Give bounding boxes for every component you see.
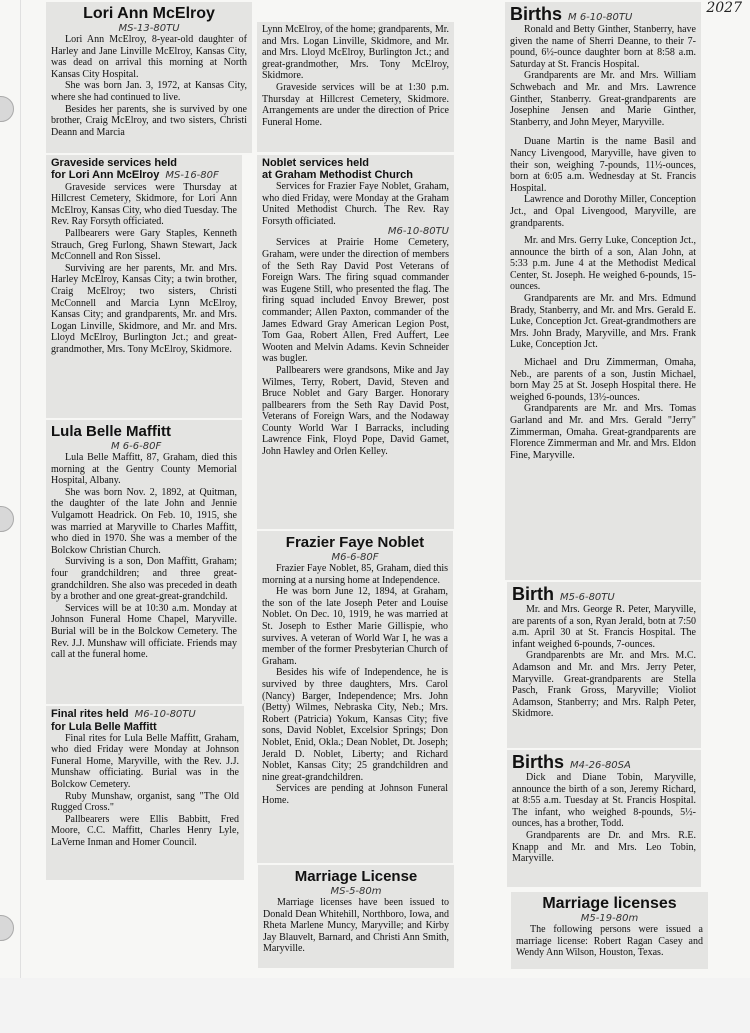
paragraph: Grandparents are Mr. and Mrs. William Schwebach and Mr. and Mrs. Lawrence Ginther, Stanberry. Great-grandparents are Josephine Jensen and Marie Ginther, Stanberry, and John Meyer, Maryville. [510,70,696,128]
paragraph: Pallbearers were grandsons, Mike and Jay Wilmes, Terry, Robert, David, Steven and Bruce Noblet and Gary Barger. Honorary pallbearers from the Seth Ray David Post, Veterans of Foreign Wars, and the Nodaway County World War I Barracks, including Lawrence Fink, Floyd Pope, David Gamet, John Hawley and Orlen Kelley. [262,364,449,458]
paragraph: Michael and Dru Zimmerman, Omaha, Neb., are parents of a son, Justin Michael, born May 25 at St. Joseph Hospital there. He weighed 6-pounds, 13½-ounces. [510,357,696,403]
clipping-maffitt-obituary [46,420,242,704]
clipping-birth [507,582,701,748]
handwritten-date: M6-10-80TU [387,226,449,238]
paragraph: Services are pending at Johnson Funeral Home. [262,783,448,806]
handwritten-date: M5-6-80TU [560,592,615,603]
paragraph: Graveside services were Thursday at Hillcrest Cemetery, Skidmore, for Lori Ann McElroy, Kansas City, who died Tuesday. The Rev. Ray Forsyth officiated. [51,181,237,228]
paragraph: He was born June 12, 1894, at Graham, the son of the late Joseph Peter and Louise Noblet. On Dec. 10, 1919, he was married at St. Joseph to Esther Marie Gillispie, who survives. A veteran of World War I, he was a member of the former Presbyterian Church of Graham. [262,586,448,667]
paragraph: Ruby Munshaw, organist, sang "The Old Rugged Cross." [51,790,239,814]
clipping-title: Birth [512,584,554,604]
clipping-title: for Lula Belle Maffitt [51,720,157,733]
clipping-title: Graveside services held [51,157,177,169]
paragraph: Surviving is a son, Don Maffitt, Graham; four grandchildren; and three great-grandchildren. She also was preceded in death by a brother and one great-great-grandchild. [51,556,237,603]
handwritten-date: MS-5-80m [330,886,382,897]
handwritten-date: M4-26-80SA [570,760,631,771]
paragraph: Marriage licenses have been issued to Donald Dean Whitehill, Northboro, Iowa, and Rheta Marlene Muncy, Maryville; and Kirby Jay Blauvelt, Barnard, and Christi Ann Smith, Maryville. [263,897,449,955]
binder-hole [0,96,14,122]
paragraph: Frazier Faye Noblet, 85, Graham, died this morning at a nursing home at Independence. [262,563,448,586]
clipping-title: Marriage licenses [542,895,677,912]
paragraph: Lynn McElroy, of the home; grandparents, Mr. and Mrs. Logan Linville, Skidmore, and Mr. and Mrs. Lloyd McElroy, Burlington Jct.; and great-grandmother, Mrs. Tony McElroy, Skidmore. [262,24,449,82]
paragraph: The following persons were issued a marriage license: Robert Ragan Casey and Wendy Ann Wilson, Houston, Texas. [516,924,703,959]
paragraph: Grandparents are Mr. and Mrs. Edmund Brady, Stanberry, and Mr. and Mrs. Gerald E. Luke, Conception Jct. Great-grandmothers are Mrs. John Brady, Maryville, and Mrs. Frank Luke, Conception Jct. [510,293,696,351]
clipping-noblet-services [257,155,454,529]
binder-hole [0,915,14,941]
clipping-mcelroy-graveside [46,155,242,418]
clipping-marriage-licenses [511,892,708,969]
paragraph: Services at Prairie Home Cemetery, Graham, were under the direction of members of the Seth Ray David Post Veterans of Foreign Wars. The firing squad commander was Eugene Still, who presented the flag. The firing squad included Envoy Brewer, post commander; Allen Paxton, commander of the James Edward Gray American Legion Post, Tom Gaa, Robert Allen, Fred Auffert, Lee Wooten and Melvin Adams. Kevin Schneider was bugler. [262,237,449,365]
paragraph: Grandparenbts are Mr. and Mrs. M.C. Adamson and Mr. and Mrs. Jerry Peter, Maryville. Great-grandparents are Stella Pasch, Frank Gross, Maryville; Violiot Adamson, Stanberry; and Mrs. Ralph Peter, Skidmore. [512,650,696,720]
paragraph: Mr. and Mrs. Gerry Luke, Conception Jct., announce the birth of a son, Alan John, at 5:33 p.m. June 4 at the Methodist Medical Center, St. Joseph. He weighed 6-pounds, 15-ounces. [510,235,696,293]
clipping-title: Frazier Faye Noblet [285,534,425,551]
paragraph: Mr. and Mrs. George R. Peter, Maryville, are parents of a son, Ryan Jerald, botn at 7:50 a.m. April 30 at St. Francis Hospital. The infant weighed 6-pounds, 7-ounces. [512,604,696,650]
paragraph: Pallbearers were Ellis Babbitt, Fred Moore, C.C. Maffitt, Charles Henry Lyle, LaVerne Inman and Homer Council. [51,813,239,848]
paragraph: Besides her parents, she is survived by one brother, Craig McElroy, and two sisters, Christi Deann and Marcia [51,103,247,138]
clipping-mcelroy-continued [257,22,454,152]
clipping-title: Lori Ann McElroy [83,5,215,22]
binder-hole [0,506,14,532]
paragraph: She was born Jan. 3, 1972, at Kansas City, where she had continued to live. [51,80,247,103]
clipping-mcelroy-obituary [46,2,252,153]
clipping-title: Births [512,752,565,772]
paragraph: Duane Martin is the name Basil and Nancy Livengood, Maryville, have given to their son, weighing 7-pounds, 11½-ounces, born at 6:05 a.m. Wednesday at St. Francis Hospital. [510,136,696,194]
paragraph: Besides his wife of Independence, he is survived by three daughters, Mrs. Carol (Nancy) Barger, Independence; Mrs. John (Betty) Wilmes, Nebraska City, Neb.; Mrs. Robert (Patricia) Yokum, Kansas City; five sons, David Noblet, Excelsior Springs; Don Noblet, Enid, Okla.; Dean Noblet, Dt. Joseph; Jerald D. Noblet, Liberty; and Richard Noblet, Kansas City; 25 grandchildren and nine great-grandchildren. [262,667,448,783]
paragraph: Pallbearers were Gary Staples, Kenneth Strauch, Greg Furlong, Shawn Stewart, Jack McConnell and Ron Sissel. [51,227,237,263]
clipping-title: at Graham Methodist Church [262,169,413,181]
paragraph: Grandparents are Mr. and Mrs. Tomas Garland and Mr. and Mrs. Gerald "Jerry" Zimmerman, Omaha. Great-grandparents are Florence Zimmerman and Mr. and Mrs. Eldon Fine, Maryville. [510,403,696,461]
clipping-births-tobin [507,750,701,887]
clipping-noblet-obituary [257,531,453,863]
handwritten-date: M6-10-80TU [134,709,196,720]
paragraph: Grandparents are Dr. and Mrs. R.E. Knapp and Mr. and Mrs. Leo Tobin, Maryville. [512,829,696,865]
handwritten-date: M 6-6-80F [111,441,162,452]
margin-line [20,0,21,1033]
paragraph: Services will be at 10:30 a.m. Monday at Johnson Funeral Home Chapel, Maryville. Burial will be in the Bolckow Cemetery. The Rev. J.J. Munshaw will officiate. Friends may call at the funeral home. [51,602,237,661]
handwritten-date: M5-19-80m [580,913,639,924]
paragraph: Services for Frazier Faye Noblet, Graham, who died Friday, were Monday at the Graham United Methodist Church. The Rev. Ray Forsyth officiated. [262,181,449,227]
clipping-title: Lula Belle Maffitt [51,423,172,440]
paragraph: Dick and Diane Tobin, Maryville, announce the birth of a son, Jeremy Richard, at 8:55 a.m. Tuesday at St. Francis Hospital. The infant, who weighed 8-pounds, 5½-ounces, has a brother, Todd. [512,772,696,830]
handwritten-date: MS-13-80TU [118,23,180,34]
clipping-maffitt-final-rites [46,706,244,880]
page-number: 2027 [706,0,742,16]
clipping-title: Marriage License [294,868,418,885]
binder-holes [0,0,20,1033]
clipping-title: Noblet services held [262,157,369,169]
handwritten-date: M 6-10-80TU [568,12,633,23]
clipping-title: Final rites held [51,708,129,720]
handwritten-date: MS-16-80F [165,170,219,181]
paragraph: Lawrence and Dorothy Miller, Conception Jct., and Opal Livengood, Maryville, are grandparents. [510,194,696,229]
paragraph: Lori Ann McElroy, 8-year-old daughter of Harley and Jane Linville McElroy, Kansas City, was dead on arrival this morning at North Kansas City Hospital. [51,34,247,80]
paragraph: Surviving are her parents, Mr. and Mrs. Harley McElroy, Kansas City; a twin brother, Craig McElroy; two sisters, Christi McConnell and Marcia Lynn McElroy, Kansas City; and grandparents, Mr. and Mrs. Logan Linville, Skidmore, and Mr. and Mrs. Lloyd McElroy, Burlington Jct.; and great-grandmother, Mrs. Tony McElroy, Skidmore. [51,262,237,355]
paragraph: Lula Belle Maffitt, 87, Graham, died this morning at the Gentry County Memorial Hospital, Albany. [51,452,237,487]
clipping-births [505,2,701,580]
paragraph: Final rites for Lula Belle Maffitt, Graham, who died Friday were Monday at Johnson Funeral Home, Maryville, with the Rev. J.J. Munshaw officiating. Burial was in the Bolckow Cemetery. [51,732,239,790]
paragraph: Ronald and Betty Ginther, Stanberry, have given the name of Sherri Deanne, to their 7-pound, 6½-ounce daughter born at 8:58 a.m. Saturday at St. Francis Hospital. [510,24,696,70]
handwritten-date: M6-6-80F [331,552,379,563]
paragraph: She was born Nov. 2, 1892, at Quitman, the daughter of the late John and Jennie Vulgamott Headrick. On Feb. 10, 1915, she was married at Maryville to Charles Maffitt, who died in 1970. She was a member of the Bolckow Christian Church. [51,486,237,556]
clipping-title: for Lori Ann McElroy [51,169,160,181]
clipping-marriage-license [258,865,454,968]
paragraph: Graveside services will be at 1:30 p.m. Thursday at Hillcrest Cemetery, Skidmore. Arrangements are under the direction of Price Funeral Home. [262,81,449,128]
page-bottom-shadow [0,978,750,1033]
clipping-title: Births [510,4,563,24]
